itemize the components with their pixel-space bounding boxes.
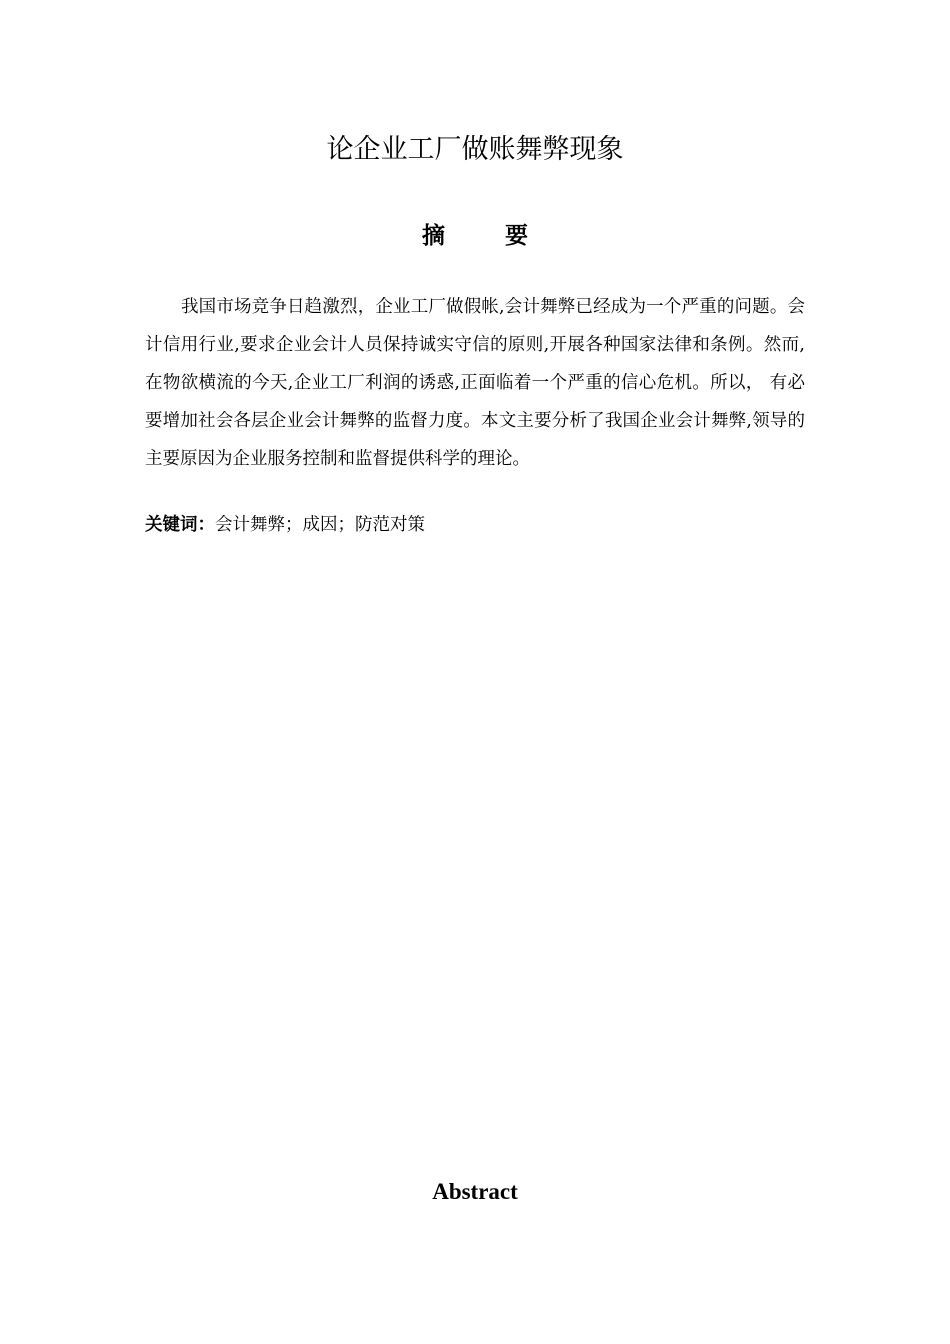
keywords-line — [145, 507, 805, 543]
abstract-heading: 摘 要 — [421, 223, 554, 249]
english-abstract-heading: Abstract — [432, 1179, 518, 1204]
keywords-value: 会计舞弊；成因；防范对策 — [215, 515, 425, 535]
document-title: 论企业工厂做账舞弊现象 — [326, 134, 624, 165]
keywords-label: 关键词： — [145, 515, 215, 535]
abstract-body: 我国市场竞争日趋激烈，企业工厂做假帐,会计舞弊已经成为一个严重的问题。会计信用行业,要求企业会计人员保持诚实守信的原则,开展各种国家法律和条例。然而,在物欲横流的今天,企业工厂利润的诱惑,正面临着一个严重的信心危机。所以， 有必要增加社会各层企业会计舞弊的监督力度。本文主要分析了我国企业会计舞弊,领导的主要原因为企业服务控制和监督提供科学的理论。 — [145, 297, 805, 469]
